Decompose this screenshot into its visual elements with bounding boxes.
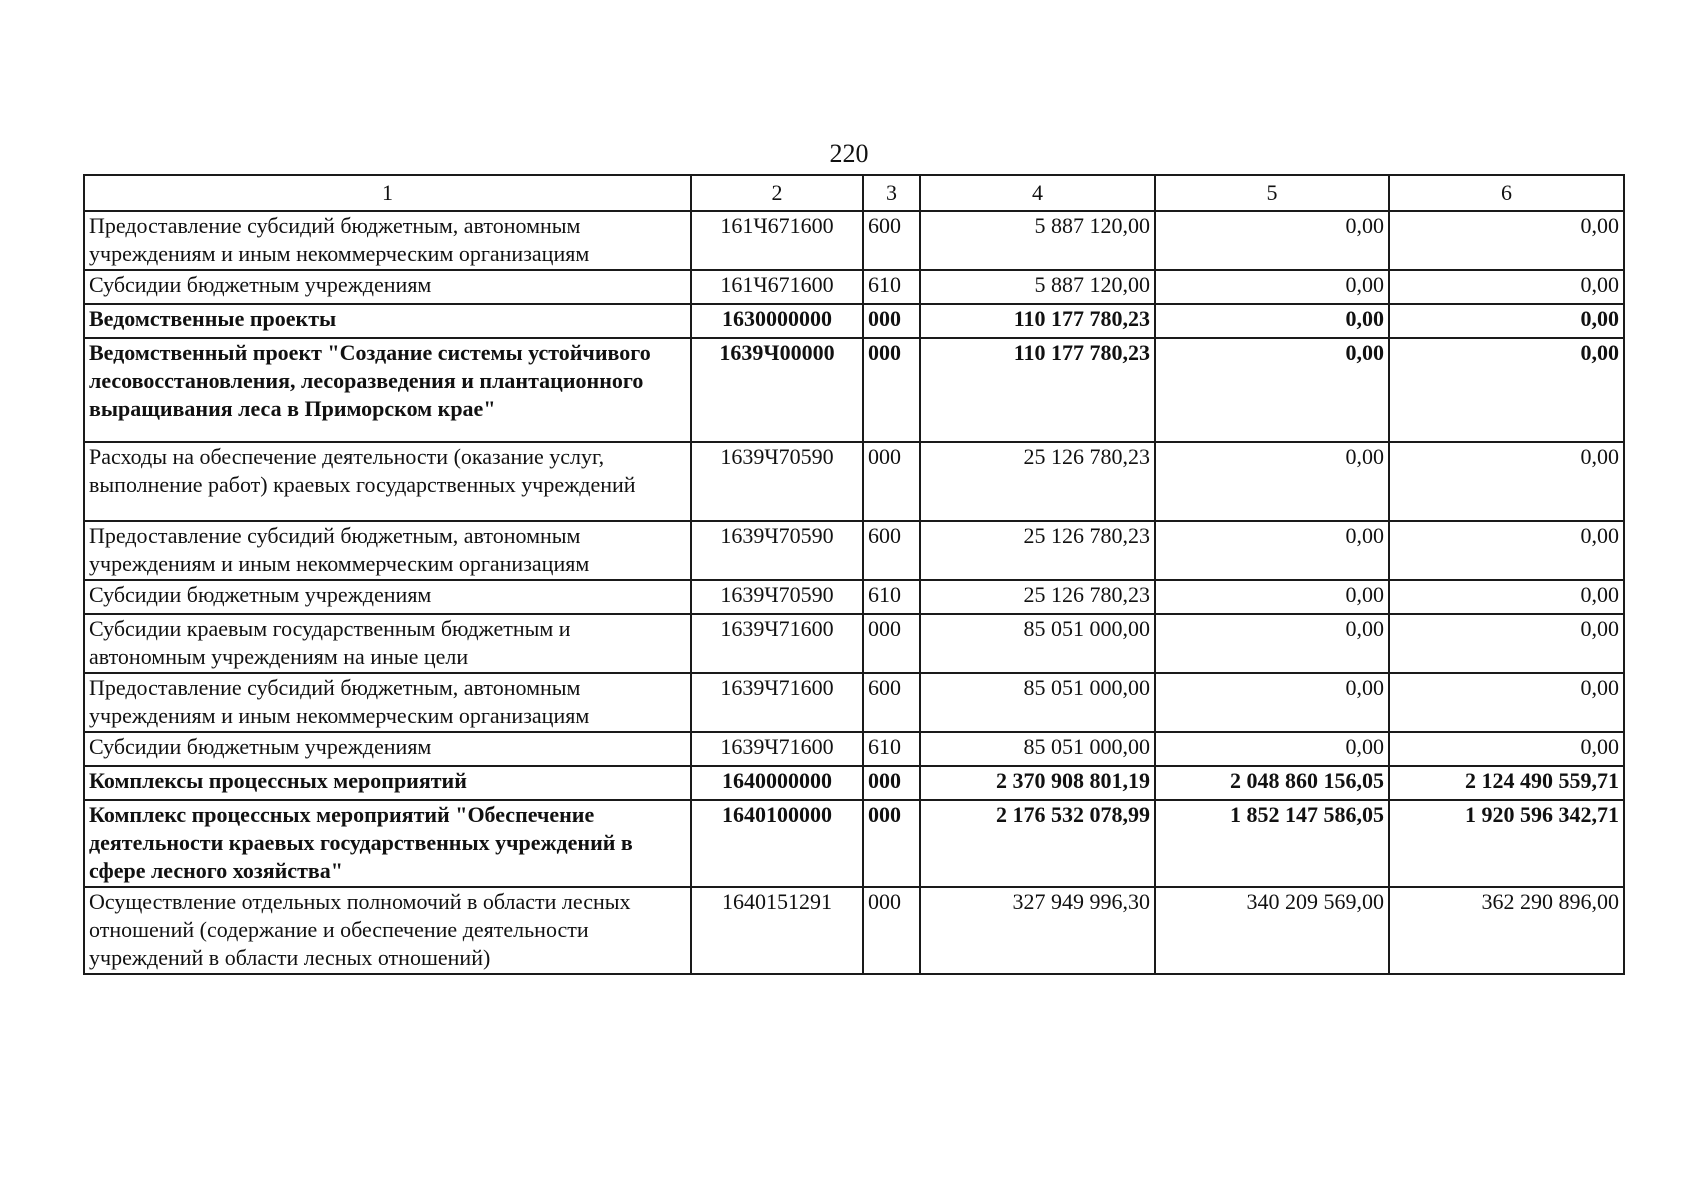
row-amount-1-cell: 25 126 780,23 xyxy=(920,580,1155,614)
column-header-amount-3: 6 xyxy=(1389,175,1624,211)
row-expense-type-cell: 000 xyxy=(863,766,920,800)
row-code-cell: 1640151291 xyxy=(691,887,863,974)
table-row xyxy=(84,442,1624,521)
row-amount-2-cell: 0,00 xyxy=(1155,338,1389,442)
row-code-cell: 1639Ч00000 xyxy=(691,338,863,442)
table-row xyxy=(84,304,1624,338)
row-name-cell: Субсидии бюджетным учреждениям xyxy=(84,732,691,766)
row-amount-2-cell: 2 048 860 156,05 xyxy=(1155,766,1389,800)
column-header-expense-type: 3 xyxy=(863,175,920,211)
row-code-cell: 1639Ч70590 xyxy=(691,442,863,521)
row-amount-2-cell: 0,00 xyxy=(1155,521,1389,580)
row-amount-3-cell: 0,00 xyxy=(1389,270,1624,304)
row-amount-1-cell: 2 176 532 078,99 xyxy=(920,800,1155,887)
row-expense-type-cell: 600 xyxy=(863,211,920,270)
row-expense-type-cell: 610 xyxy=(863,732,920,766)
row-code-cell: 161Ч671600 xyxy=(691,270,863,304)
row-amount-1-cell: 110 177 780,23 xyxy=(920,304,1155,338)
table-row xyxy=(84,614,1624,673)
row-amount-3-cell: 0,00 xyxy=(1389,304,1624,338)
row-amount-3-cell: 0,00 xyxy=(1389,211,1624,270)
column-header-name: 1 xyxy=(84,175,691,211)
row-amount-1-cell: 5 887 120,00 xyxy=(920,211,1155,270)
row-code-cell: 1640100000 xyxy=(691,800,863,887)
row-name-cell: Комплекс процессных мероприятий "Обеспечение деятельности краевых государственных учреждений в сфере лесного хозяйства" xyxy=(84,800,691,887)
row-code-cell: 1630000000 xyxy=(691,304,863,338)
row-amount-3-cell: 0,00 xyxy=(1389,521,1624,580)
row-amount-3-cell: 362 290 896,00 xyxy=(1389,887,1624,974)
table-body xyxy=(84,211,1624,974)
table-row xyxy=(84,800,1624,887)
row-name-cell: Предоставление субсидий бюджетным, автономным учреждениям и иным некоммерческим организациям xyxy=(84,673,691,732)
row-amount-1-cell: 85 051 000,00 xyxy=(920,673,1155,732)
row-amount-1-cell: 85 051 000,00 xyxy=(920,614,1155,673)
budget-table xyxy=(83,174,1625,975)
column-header-code: 2 xyxy=(691,175,863,211)
table-row xyxy=(84,211,1624,270)
row-code-cell: 1640000000 xyxy=(691,766,863,800)
table-row xyxy=(84,338,1624,442)
row-code-cell: 1639Ч71600 xyxy=(691,673,863,732)
row-amount-1-cell: 85 051 000,00 xyxy=(920,732,1155,766)
row-amount-2-cell: 0,00 xyxy=(1155,614,1389,673)
row-name-cell: Предоставление субсидий бюджетным, автономным учреждениям и иным некоммерческим организациям xyxy=(84,521,691,580)
table-row xyxy=(84,270,1624,304)
row-expense-type-cell: 000 xyxy=(863,338,920,442)
table-row xyxy=(84,732,1624,766)
row-name-cell: Осуществление отдельных полномочий в области лесных отношений (содержание и обеспечение деятельности учреждений в области лесных отношений) xyxy=(84,887,691,974)
row-amount-2-cell: 0,00 xyxy=(1155,211,1389,270)
row-amount-2-cell: 0,00 xyxy=(1155,673,1389,732)
row-expense-type-cell: 600 xyxy=(863,521,920,580)
row-amount-2-cell: 0,00 xyxy=(1155,304,1389,338)
row-code-cell: 1639Ч70590 xyxy=(691,521,863,580)
row-expense-type-cell: 000 xyxy=(863,800,920,887)
row-amount-1-cell: 5 887 120,00 xyxy=(920,270,1155,304)
row-amount-2-cell: 0,00 xyxy=(1155,732,1389,766)
table-header-row xyxy=(84,175,1624,211)
row-expense-type-cell: 000 xyxy=(863,442,920,521)
row-amount-3-cell: 0,00 xyxy=(1389,580,1624,614)
row-amount-3-cell: 0,00 xyxy=(1389,442,1624,521)
row-name-cell: Ведомственные проекты xyxy=(84,304,691,338)
column-header-amount-2: 5 xyxy=(1155,175,1389,211)
row-name-cell: Субсидии бюджетным учреждениям xyxy=(84,270,691,304)
row-amount-3-cell: 0,00 xyxy=(1389,338,1624,442)
table-row xyxy=(84,580,1624,614)
row-amount-1-cell: 110 177 780,23 xyxy=(920,338,1155,442)
row-name-cell: Расходы на обеспечение деятельности (оказание услуг, выполнение работ) краевых государственных учреждений xyxy=(84,442,691,521)
row-amount-3-cell: 0,00 xyxy=(1389,673,1624,732)
row-code-cell: 1639Ч71600 xyxy=(691,614,863,673)
column-header-amount-1: 4 xyxy=(920,175,1155,211)
row-amount-3-cell: 0,00 xyxy=(1389,614,1624,673)
page-number: 220 xyxy=(829,139,869,168)
table-row xyxy=(84,887,1624,974)
row-amount-2-cell: 1 852 147 586,05 xyxy=(1155,800,1389,887)
row-expense-type-cell: 600 xyxy=(863,673,920,732)
row-expense-type-cell: 000 xyxy=(863,614,920,673)
row-expense-type-cell: 000 xyxy=(863,304,920,338)
row-amount-2-cell: 0,00 xyxy=(1155,270,1389,304)
row-name-cell: Комплексы процессных мероприятий xyxy=(84,766,691,800)
row-name-cell: Ведомственный проект "Создание системы устойчивого лесовосстановления, лесоразведения и плантационного выращивания леса в Приморском крае" xyxy=(84,338,691,442)
row-code-cell: 1639Ч71600 xyxy=(691,732,863,766)
row-expense-type-cell: 610 xyxy=(863,580,920,614)
row-amount-1-cell: 327 949 996,30 xyxy=(920,887,1155,974)
row-code-cell: 1639Ч70590 xyxy=(691,580,863,614)
table-row xyxy=(84,673,1624,732)
row-expense-type-cell: 610 xyxy=(863,270,920,304)
row-name-cell: Предоставление субсидий бюджетным, автономным учреждениям и иным некоммерческим организациям xyxy=(84,211,691,270)
row-amount-2-cell: 340 209 569,00 xyxy=(1155,887,1389,974)
row-name-cell: Субсидии бюджетным учреждениям xyxy=(84,580,691,614)
row-amount-2-cell: 0,00 xyxy=(1155,580,1389,614)
row-amount-2-cell: 0,00 xyxy=(1155,442,1389,521)
row-amount-1-cell: 25 126 780,23 xyxy=(920,521,1155,580)
row-amount-3-cell: 2 124 490 559,71 xyxy=(1389,766,1624,800)
row-name-cell: Субсидии краевым государственным бюджетным и автономным учреждениям на иные цели xyxy=(84,614,691,673)
row-amount-3-cell: 1 920 596 342,71 xyxy=(1389,800,1624,887)
table-row xyxy=(84,521,1624,580)
table-row xyxy=(84,766,1624,800)
row-expense-type-cell: 000 xyxy=(863,887,920,974)
row-amount-3-cell: 0,00 xyxy=(1389,732,1624,766)
row-amount-1-cell: 2 370 908 801,19 xyxy=(920,766,1155,800)
row-amount-1-cell: 25 126 780,23 xyxy=(920,442,1155,521)
row-code-cell: 161Ч671600 xyxy=(691,211,863,270)
